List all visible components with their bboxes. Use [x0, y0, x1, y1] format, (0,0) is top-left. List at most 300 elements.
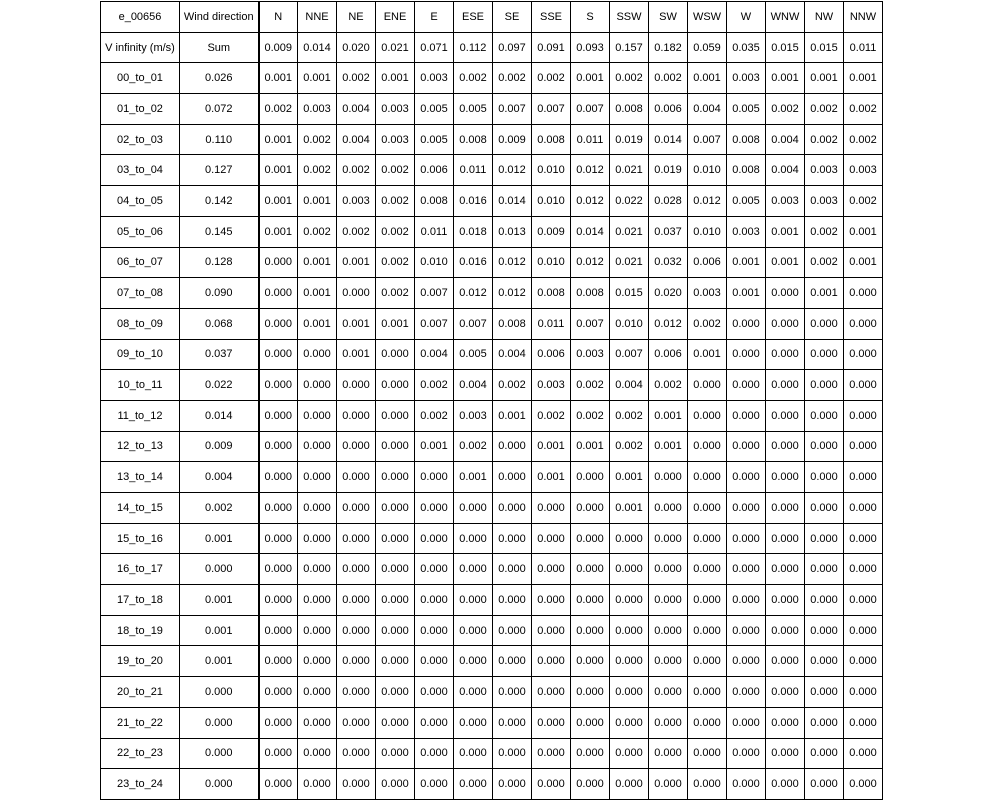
- value-cell: 0.008: [532, 124, 571, 155]
- value-cell: 0.001: [727, 278, 766, 309]
- table-row: [101, 124, 883, 155]
- value-cell: 0.000: [688, 493, 727, 524]
- value-cell: 0.002: [610, 431, 649, 462]
- value-cell: 0.011: [454, 155, 493, 186]
- row-sum-cell: 0.128: [180, 247, 259, 278]
- speed-bin-cell: 06_to_07: [101, 247, 180, 278]
- value-cell: 0.000: [337, 400, 376, 431]
- value-cell: 0.000: [571, 769, 610, 800]
- table-row: [101, 155, 883, 186]
- value-cell: 0.002: [454, 431, 493, 462]
- value-cell: 0.000: [259, 554, 298, 585]
- value-cell: 0.000: [727, 431, 766, 462]
- value-cell: 0.002: [610, 400, 649, 431]
- value-cell: 0.000: [727, 308, 766, 339]
- value-cell: 0.000: [766, 493, 805, 524]
- header-row: [101, 2, 883, 33]
- value-cell: 0.003: [415, 63, 454, 94]
- value-cell: 0.000: [376, 585, 415, 616]
- value-cell: 0.000: [454, 769, 493, 800]
- value-cell: 0.000: [376, 677, 415, 708]
- value-cell: 0.000: [532, 738, 571, 769]
- value-cell: 0.002: [298, 155, 337, 186]
- value-cell: 0.000: [532, 615, 571, 646]
- speed-bin-cell: 02_to_03: [101, 124, 180, 155]
- value-cell: 0.000: [571, 677, 610, 708]
- direction-sum-se: 0.097: [493, 32, 532, 63]
- value-cell: 0.000: [688, 370, 727, 401]
- value-cell: 0.000: [766, 707, 805, 738]
- direction-sum-ssw: 0.157: [610, 32, 649, 63]
- value-cell: 0.002: [766, 94, 805, 125]
- value-cell: 0.000: [376, 615, 415, 646]
- value-cell: 0.000: [844, 431, 883, 462]
- value-cell: 0.002: [844, 186, 883, 217]
- value-cell: 0.012: [493, 247, 532, 278]
- sum-row: [101, 32, 883, 63]
- row-sum-cell: 0.000: [180, 677, 259, 708]
- value-cell: 0.000: [298, 554, 337, 585]
- table-row: [101, 677, 883, 708]
- value-cell: 0.021: [610, 155, 649, 186]
- value-cell: 0.002: [415, 400, 454, 431]
- value-cell: 0.003: [727, 63, 766, 94]
- value-cell: 0.000: [493, 615, 532, 646]
- speed-bin-cell: 18_to_19: [101, 615, 180, 646]
- speed-bin-cell: 10_to_11: [101, 370, 180, 401]
- table-row: [101, 247, 883, 278]
- row-sum-cell: 0.090: [180, 278, 259, 309]
- value-cell: 0.004: [766, 124, 805, 155]
- wind-frequency-table: [100, 1, 883, 800]
- value-cell: 0.002: [376, 278, 415, 309]
- value-cell: 0.000: [376, 646, 415, 677]
- value-cell: 0.001: [298, 278, 337, 309]
- value-cell: 0.001: [259, 124, 298, 155]
- value-cell: 0.010: [532, 247, 571, 278]
- value-cell: 0.001: [337, 308, 376, 339]
- value-cell: 0.010: [415, 247, 454, 278]
- value-cell: 0.001: [298, 63, 337, 94]
- value-cell: 0.000: [727, 493, 766, 524]
- value-cell: 0.015: [610, 278, 649, 309]
- value-cell: 0.006: [532, 339, 571, 370]
- value-cell: 0.000: [493, 677, 532, 708]
- direction-sum-e: 0.071: [415, 32, 454, 63]
- direction-header-ssw: SSW: [610, 2, 649, 33]
- value-cell: 0.000: [376, 769, 415, 800]
- value-cell: 0.002: [844, 94, 883, 125]
- value-cell: 0.000: [844, 400, 883, 431]
- value-cell: 0.002: [532, 63, 571, 94]
- value-cell: 0.001: [532, 462, 571, 493]
- value-cell: 0.000: [649, 554, 688, 585]
- value-cell: 0.000: [688, 646, 727, 677]
- value-cell: 0.008: [493, 308, 532, 339]
- direction-header-nnw: NNW: [844, 2, 883, 33]
- value-cell: 0.000: [688, 431, 727, 462]
- speed-bin-cell: 15_to_16: [101, 523, 180, 554]
- speed-bin-cell: 22_to_23: [101, 738, 180, 769]
- value-cell: 0.000: [610, 769, 649, 800]
- value-cell: 0.000: [298, 523, 337, 554]
- row-sum-cell: 0.002: [180, 493, 259, 524]
- value-cell: 0.001: [844, 63, 883, 94]
- value-cell: 0.000: [610, 554, 649, 585]
- value-cell: 0.014: [649, 124, 688, 155]
- row-sum-cell: 0.127: [180, 155, 259, 186]
- value-cell: 0.000: [805, 523, 844, 554]
- value-cell: 0.000: [805, 431, 844, 462]
- value-cell: 0.001: [766, 247, 805, 278]
- table-row: [101, 94, 883, 125]
- value-cell: 0.000: [844, 339, 883, 370]
- value-cell: 0.002: [844, 124, 883, 155]
- value-cell: 0.000: [766, 585, 805, 616]
- value-cell: 0.001: [337, 247, 376, 278]
- value-cell: 0.008: [727, 124, 766, 155]
- value-cell: 0.000: [649, 523, 688, 554]
- value-cell: 0.000: [571, 493, 610, 524]
- direction-sum-ne: 0.020: [337, 32, 376, 63]
- value-cell: 0.000: [376, 462, 415, 493]
- value-cell: 0.000: [415, 646, 454, 677]
- value-cell: 0.000: [493, 523, 532, 554]
- value-cell: 0.000: [259, 400, 298, 431]
- value-cell: 0.011: [532, 308, 571, 339]
- direction-header-ene: ENE: [376, 2, 415, 33]
- value-cell: 0.000: [805, 585, 844, 616]
- value-cell: 0.000: [259, 523, 298, 554]
- value-cell: 0.000: [649, 707, 688, 738]
- value-cell: 0.007: [610, 339, 649, 370]
- value-cell: 0.000: [298, 431, 337, 462]
- value-cell: 0.002: [376, 247, 415, 278]
- value-cell: 0.005: [415, 124, 454, 155]
- value-cell: 0.000: [298, 738, 337, 769]
- value-cell: 0.000: [727, 738, 766, 769]
- direction-header-ne: NE: [337, 2, 376, 33]
- value-cell: 0.000: [259, 431, 298, 462]
- value-cell: 0.001: [376, 308, 415, 339]
- value-cell: 0.000: [337, 523, 376, 554]
- value-cell: 0.000: [493, 769, 532, 800]
- value-cell: 0.002: [493, 370, 532, 401]
- value-cell: 0.001: [805, 63, 844, 94]
- value-cell: 0.000: [610, 677, 649, 708]
- value-cell: 0.001: [298, 186, 337, 217]
- row-sum-cell: 0.072: [180, 94, 259, 125]
- value-cell: 0.000: [337, 493, 376, 524]
- direction-sum-sse: 0.091: [532, 32, 571, 63]
- value-cell: 0.001: [727, 247, 766, 278]
- speed-bin-cell: 01_to_02: [101, 94, 180, 125]
- direction-header-sw: SW: [649, 2, 688, 33]
- value-cell: 0.009: [493, 124, 532, 155]
- value-cell: 0.012: [571, 247, 610, 278]
- value-cell: 0.002: [337, 155, 376, 186]
- value-cell: 0.000: [337, 677, 376, 708]
- value-cell: 0.003: [571, 339, 610, 370]
- value-cell: 0.005: [454, 94, 493, 125]
- value-cell: 0.021: [610, 247, 649, 278]
- value-cell: 0.000: [766, 615, 805, 646]
- value-cell: 0.000: [298, 615, 337, 646]
- speed-bin-cell: 13_to_14: [101, 462, 180, 493]
- value-cell: 0.000: [727, 523, 766, 554]
- value-cell: 0.000: [415, 615, 454, 646]
- sum-label-cell: Sum: [180, 32, 259, 63]
- value-cell: 0.001: [610, 462, 649, 493]
- value-cell: 0.000: [805, 400, 844, 431]
- value-cell: 0.000: [298, 646, 337, 677]
- value-cell: 0.000: [493, 493, 532, 524]
- value-cell: 0.007: [415, 278, 454, 309]
- value-cell: 0.011: [571, 124, 610, 155]
- value-cell: 0.000: [298, 677, 337, 708]
- value-cell: 0.000: [649, 493, 688, 524]
- value-cell: 0.000: [805, 738, 844, 769]
- value-cell: 0.000: [766, 431, 805, 462]
- value-cell: 0.000: [259, 308, 298, 339]
- value-cell: 0.007: [493, 94, 532, 125]
- speed-bin-cell: 11_to_12: [101, 400, 180, 431]
- value-cell: 0.008: [415, 186, 454, 217]
- direction-sum-wsw: 0.059: [688, 32, 727, 63]
- value-cell: 0.007: [532, 94, 571, 125]
- value-cell: 0.000: [844, 738, 883, 769]
- value-cell: 0.003: [805, 155, 844, 186]
- value-cell: 0.000: [805, 370, 844, 401]
- value-cell: 0.000: [532, 585, 571, 616]
- value-cell: 0.007: [454, 308, 493, 339]
- value-cell: 0.000: [298, 339, 337, 370]
- value-cell: 0.005: [727, 94, 766, 125]
- value-cell: 0.000: [649, 769, 688, 800]
- value-cell: 0.000: [844, 370, 883, 401]
- value-cell: 0.000: [259, 370, 298, 401]
- value-cell: 0.012: [571, 155, 610, 186]
- value-cell: 0.004: [766, 155, 805, 186]
- speed-bin-cell: 04_to_05: [101, 186, 180, 217]
- direction-sum-s: 0.093: [571, 32, 610, 63]
- value-cell: 0.000: [454, 615, 493, 646]
- value-cell: 0.002: [805, 216, 844, 247]
- value-cell: 0.010: [688, 155, 727, 186]
- value-cell: 0.001: [376, 63, 415, 94]
- value-cell: 0.000: [532, 677, 571, 708]
- value-cell: 0.000: [532, 769, 571, 800]
- value-cell: 0.000: [727, 677, 766, 708]
- value-cell: 0.002: [376, 155, 415, 186]
- value-cell: 0.014: [493, 186, 532, 217]
- value-cell: 0.000: [610, 585, 649, 616]
- value-cell: 0.000: [298, 462, 337, 493]
- value-cell: 0.000: [727, 554, 766, 585]
- table-row: [101, 308, 883, 339]
- value-cell: 0.000: [298, 400, 337, 431]
- value-cell: 0.000: [610, 615, 649, 646]
- value-cell: 0.001: [571, 63, 610, 94]
- speed-bin-cell: 08_to_09: [101, 308, 180, 339]
- value-cell: 0.003: [454, 400, 493, 431]
- table-row: [101, 769, 883, 800]
- value-cell: 0.000: [571, 646, 610, 677]
- value-cell: 0.000: [376, 523, 415, 554]
- value-cell: 0.000: [805, 339, 844, 370]
- value-cell: 0.008: [532, 278, 571, 309]
- value-cell: 0.022: [610, 186, 649, 217]
- value-cell: 0.000: [649, 677, 688, 708]
- value-cell: 0.000: [259, 247, 298, 278]
- value-cell: 0.000: [688, 677, 727, 708]
- value-cell: 0.000: [688, 554, 727, 585]
- value-cell: 0.001: [844, 216, 883, 247]
- value-cell: 0.000: [259, 615, 298, 646]
- value-cell: 0.000: [766, 278, 805, 309]
- direction-header-e: E: [415, 2, 454, 33]
- row-sum-cell: 0.026: [180, 63, 259, 94]
- value-cell: 0.000: [415, 554, 454, 585]
- value-cell: 0.000: [649, 615, 688, 646]
- value-cell: 0.000: [337, 431, 376, 462]
- value-cell: 0.000: [337, 585, 376, 616]
- value-cell: 0.000: [571, 615, 610, 646]
- value-cell: 0.000: [493, 431, 532, 462]
- value-cell: 0.037: [649, 216, 688, 247]
- speed-bin-cell: 09_to_10: [101, 339, 180, 370]
- value-cell: 0.001: [805, 278, 844, 309]
- value-cell: 0.003: [805, 186, 844, 217]
- value-cell: 0.008: [610, 94, 649, 125]
- value-cell: 0.019: [610, 124, 649, 155]
- value-cell: 0.007: [571, 308, 610, 339]
- value-cell: 0.000: [337, 554, 376, 585]
- value-cell: 0.000: [259, 738, 298, 769]
- value-cell: 0.001: [259, 186, 298, 217]
- value-cell: 0.000: [493, 646, 532, 677]
- value-cell: 0.000: [376, 400, 415, 431]
- table-row: [101, 400, 883, 431]
- value-cell: 0.000: [727, 769, 766, 800]
- value-cell: 0.000: [766, 400, 805, 431]
- direction-header-wnw: WNW: [766, 2, 805, 33]
- table-row: [101, 707, 883, 738]
- value-cell: 0.000: [805, 308, 844, 339]
- speed-bin-cell: 05_to_06: [101, 216, 180, 247]
- value-cell: 0.000: [844, 523, 883, 554]
- value-cell: 0.012: [688, 186, 727, 217]
- direction-sum-ese: 0.112: [454, 32, 493, 63]
- value-cell: 0.000: [259, 585, 298, 616]
- value-cell: 0.002: [454, 63, 493, 94]
- value-cell: 0.004: [415, 339, 454, 370]
- value-cell: 0.002: [649, 63, 688, 94]
- value-cell: 0.000: [727, 339, 766, 370]
- value-cell: 0.000: [610, 646, 649, 677]
- value-cell: 0.003: [376, 124, 415, 155]
- speed-bin-cell: 20_to_21: [101, 677, 180, 708]
- value-cell: 0.000: [454, 523, 493, 554]
- value-cell: 0.000: [571, 738, 610, 769]
- row-sum-cell: 0.142: [180, 186, 259, 217]
- value-cell: 0.006: [649, 94, 688, 125]
- value-cell: 0.000: [844, 308, 883, 339]
- value-cell: 0.004: [688, 94, 727, 125]
- table-row: [101, 554, 883, 585]
- value-cell: 0.004: [493, 339, 532, 370]
- value-cell: 0.000: [844, 769, 883, 800]
- direction-sum-n: 0.009: [259, 32, 298, 63]
- value-cell: 0.000: [688, 738, 727, 769]
- value-cell: 0.000: [571, 523, 610, 554]
- value-cell: 0.000: [610, 523, 649, 554]
- value-cell: 0.004: [610, 370, 649, 401]
- speed-bin-cell: 19_to_20: [101, 646, 180, 677]
- speed-bin-cell: 07_to_08: [101, 278, 180, 309]
- value-cell: 0.000: [454, 554, 493, 585]
- value-cell: 0.003: [376, 94, 415, 125]
- speed-bin-cell: 00_to_01: [101, 63, 180, 94]
- value-cell: 0.000: [298, 370, 337, 401]
- value-cell: 0.002: [376, 186, 415, 217]
- value-cell: 0.028: [649, 186, 688, 217]
- row-sum-cell: 0.110: [180, 124, 259, 155]
- row-sum-cell: 0.145: [180, 216, 259, 247]
- value-cell: 0.002: [415, 370, 454, 401]
- table-row: [101, 738, 883, 769]
- value-cell: 0.003: [532, 370, 571, 401]
- value-cell: 0.000: [376, 370, 415, 401]
- direction-sum-ene: 0.021: [376, 32, 415, 63]
- value-cell: 0.000: [376, 339, 415, 370]
- value-cell: 0.012: [571, 186, 610, 217]
- value-cell: 0.001: [259, 155, 298, 186]
- table-row: [101, 585, 883, 616]
- value-cell: 0.000: [844, 677, 883, 708]
- row-sum-cell: 0.000: [180, 554, 259, 585]
- value-cell: 0.012: [493, 155, 532, 186]
- value-cell: 0.000: [337, 615, 376, 646]
- value-cell: 0.000: [844, 554, 883, 585]
- value-cell: 0.012: [493, 278, 532, 309]
- value-cell: 0.000: [337, 738, 376, 769]
- value-cell: 0.000: [805, 554, 844, 585]
- value-cell: 0.009: [532, 216, 571, 247]
- value-cell: 0.002: [259, 94, 298, 125]
- direction-header-wsw: WSW: [688, 2, 727, 33]
- value-cell: 0.000: [766, 677, 805, 708]
- table-row: [101, 615, 883, 646]
- value-cell: 0.000: [766, 462, 805, 493]
- table-row: [101, 216, 883, 247]
- value-cell: 0.003: [844, 155, 883, 186]
- value-cell: 0.012: [454, 278, 493, 309]
- value-cell: 0.019: [649, 155, 688, 186]
- value-cell: 0.000: [532, 646, 571, 677]
- value-cell: 0.001: [844, 247, 883, 278]
- value-cell: 0.002: [805, 94, 844, 125]
- table-row: [101, 186, 883, 217]
- value-cell: 0.000: [688, 769, 727, 800]
- value-cell: 0.002: [688, 308, 727, 339]
- value-cell: 0.008: [727, 155, 766, 186]
- value-cell: 0.000: [415, 585, 454, 616]
- speed-bin-cell: 17_to_18: [101, 585, 180, 616]
- speed-label-cell: V infinity (m/s): [101, 32, 180, 63]
- table-row: [101, 646, 883, 677]
- value-cell: 0.000: [259, 677, 298, 708]
